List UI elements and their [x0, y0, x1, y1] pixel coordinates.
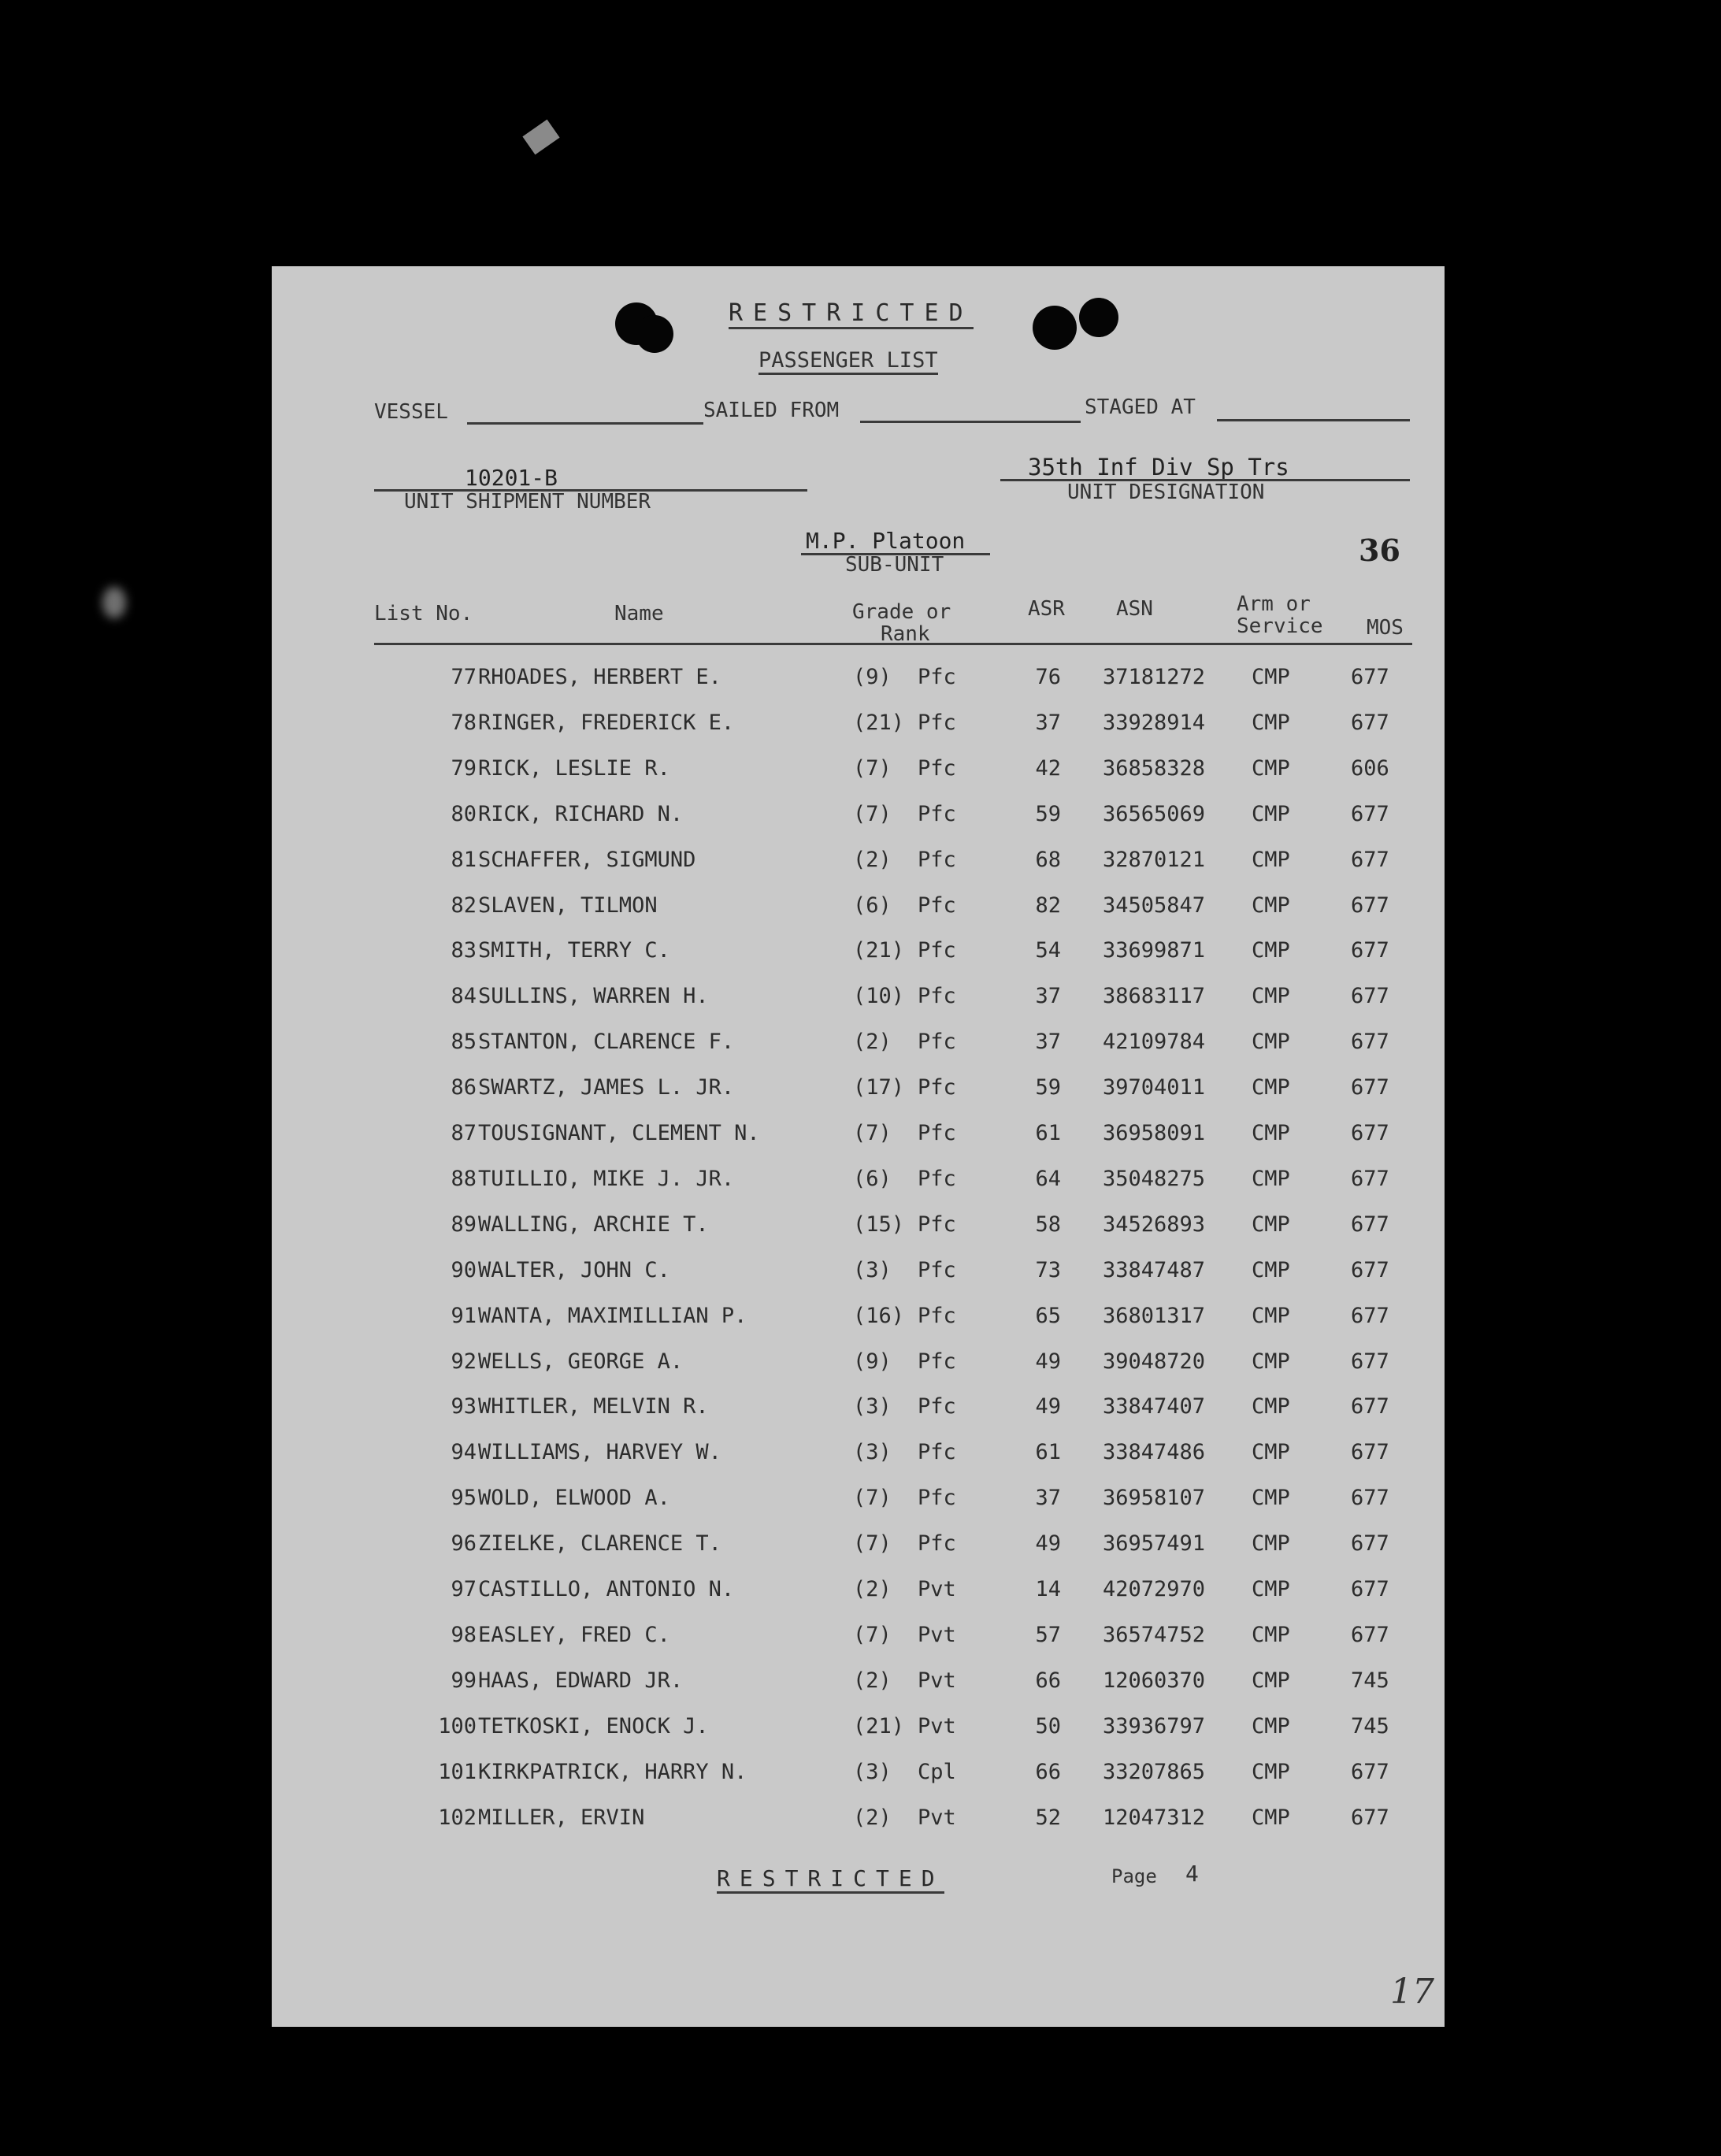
cell-asr: 37 [1035, 984, 1061, 1009]
cell-no: 99 [451, 1668, 477, 1693]
cell-name: RICK, RICHARD N. [478, 801, 684, 826]
sailed-from-label: SAILED FROM [703, 399, 840, 422]
cell-mos: 745 [1351, 1668, 1389, 1693]
unit-shipment-number-label: UNIT SHIPMENT NUMBER [404, 490, 651, 514]
cell-no: 93 [451, 1394, 477, 1419]
cell-asr: 66 [1035, 1759, 1061, 1784]
cell-mos: 677 [1351, 1030, 1389, 1055]
cell-asn: 33207865 [1103, 1759, 1206, 1784]
cell-name: WHITLER, MELVIN R. [478, 1394, 709, 1419]
cell-arm: CMP [1252, 1622, 1290, 1647]
cell-rank: Pfc [918, 665, 956, 689]
cell-mos: 677 [1351, 1212, 1389, 1237]
cell-asn: 36801317 [1103, 1303, 1206, 1328]
cell-rank: Pfc [918, 1257, 956, 1282]
cell-rank: Pfc [918, 710, 956, 735]
cell-no: 79 [451, 755, 477, 781]
col-grade-2: Rank [881, 622, 930, 646]
cell-code: (3) [853, 1394, 892, 1419]
cell-code: (7) [853, 1121, 892, 1145]
cell-asn: 36574752 [1103, 1622, 1206, 1647]
cell-name: MILLER, ERVIN [478, 1805, 645, 1830]
cell-rank: Pfc [918, 1166, 956, 1191]
staged-at-label: STAGED AT [1085, 395, 1196, 419]
table-row [272, 1121, 1445, 1152]
cell-asn: 36958107 [1103, 1486, 1206, 1511]
cell-asr: 42 [1035, 755, 1061, 781]
cell-arm: CMP [1252, 1531, 1290, 1557]
cell-no: 97 [451, 1577, 477, 1601]
cell-code: (2) [853, 1805, 892, 1830]
col-arm-2: Service [1237, 614, 1323, 638]
cell-no: 92 [451, 1349, 477, 1374]
table-row [272, 1577, 1445, 1609]
cell-code: (6) [853, 892, 892, 918]
cell-asn: 12060370 [1103, 1668, 1206, 1693]
cell-rank: Pfc [918, 847, 956, 872]
cell-code: (7) [853, 1486, 892, 1511]
page-number: 4 [1185, 1861, 1199, 1887]
cell-name: RHOADES, HERBERT E. [478, 665, 721, 689]
cell-no: 86 [451, 1075, 477, 1100]
cell-asr: 52 [1035, 1805, 1061, 1830]
cell-no: 81 [451, 847, 477, 872]
cell-arm: CMP [1252, 1759, 1290, 1784]
cell-asn: 33847486 [1103, 1440, 1206, 1465]
cell-rank: Cpl [918, 1759, 956, 1784]
cell-name: RICK, LESLIE R. [478, 755, 670, 781]
cell-no: 100 [438, 1713, 477, 1739]
cell-no: 91 [451, 1303, 477, 1328]
unit-shipment-number: 10201-B [465, 465, 558, 491]
cell-rank: Pfc [918, 1349, 956, 1374]
cell-name: SLAVEN, TILMON [478, 892, 658, 918]
cell-arm: CMP [1252, 1713, 1290, 1739]
cell-name: TOUSIGNANT, CLEMENT N. [478, 1121, 760, 1145]
cell-arm: CMP [1252, 1212, 1290, 1237]
cell-asn: 33847407 [1103, 1394, 1206, 1419]
table-row [272, 756, 1445, 788]
cell-no: 78 [451, 710, 477, 735]
table-row [272, 1167, 1445, 1198]
cell-rank: Pfc [918, 801, 956, 826]
cell-asr: 49 [1035, 1394, 1061, 1419]
cell-mos: 677 [1351, 892, 1389, 918]
table-row [272, 1349, 1445, 1381]
cell-mos: 677 [1351, 1257, 1389, 1282]
cell-asn: 36858328 [1103, 755, 1206, 781]
table-row [272, 1668, 1445, 1700]
cell-asr: 61 [1035, 1440, 1061, 1465]
table-row [272, 1030, 1445, 1061]
cell-asn: 38683117 [1103, 984, 1206, 1009]
cell-asn: 35048275 [1103, 1166, 1206, 1191]
cell-rank: Pvt [918, 1713, 956, 1739]
cell-name: RINGER, FREDERICK E. [478, 710, 735, 735]
cell-asn: 33847487 [1103, 1257, 1206, 1282]
cell-name: TETKOSKI, ENOCK J. [478, 1713, 709, 1739]
cell-code: (21) [853, 710, 905, 735]
cell-code: (6) [853, 1166, 892, 1191]
cell-mos: 677 [1351, 1121, 1389, 1145]
table-row [272, 1394, 1445, 1426]
cell-rank: Pfc [918, 1531, 956, 1557]
cell-code: (7) [853, 1622, 892, 1647]
cell-arm: CMP [1252, 1257, 1290, 1282]
cell-mos: 677 [1351, 1531, 1389, 1557]
col-asr: ASR [1028, 597, 1065, 621]
cell-asr: 61 [1035, 1121, 1061, 1145]
cell-code: (10) [853, 984, 905, 1009]
table-row [272, 1258, 1445, 1290]
cell-no: 98 [451, 1622, 477, 1647]
cell-rank: Pfc [918, 755, 956, 781]
cell-code: (3) [853, 1440, 892, 1465]
cell-asn: 33936797 [1103, 1713, 1206, 1739]
cell-rank: Pfc [918, 938, 956, 963]
cell-no: 88 [451, 1166, 477, 1191]
cell-arm: CMP [1252, 1668, 1290, 1693]
cell-asr: 59 [1035, 1075, 1061, 1100]
sub-unit-label: SUB-UNIT [845, 553, 944, 577]
cell-mos: 677 [1351, 1075, 1389, 1100]
cell-mos: 677 [1351, 1486, 1389, 1511]
cell-arm: CMP [1252, 755, 1290, 781]
cell-name: WANTA, MAXIMILLIAN P. [478, 1303, 747, 1328]
cell-mos: 677 [1351, 1349, 1389, 1374]
cell-asn: 42109784 [1103, 1030, 1206, 1055]
cell-rank: Pfc [918, 1212, 956, 1237]
cell-asn: 36565069 [1103, 801, 1206, 826]
col-grade-1: Grade or [852, 600, 951, 624]
cell-mos: 677 [1351, 1394, 1389, 1419]
cell-asr: 59 [1035, 801, 1061, 826]
cell-rank: Pfc [918, 1440, 956, 1465]
cell-asn: 36958091 [1103, 1121, 1206, 1145]
cell-arm: CMP [1252, 938, 1290, 963]
cell-arm: CMP [1252, 1303, 1290, 1328]
table-row [272, 802, 1445, 833]
cell-mos: 677 [1351, 1622, 1389, 1647]
vessel-label: VESSEL [374, 400, 448, 424]
cell-rank: Pfc [918, 1075, 956, 1100]
cell-mos: 677 [1351, 847, 1389, 872]
cell-name: WOLD, ELWOOD A. [478, 1486, 670, 1511]
table-row [272, 1805, 1445, 1837]
cell-mos: 677 [1351, 710, 1389, 735]
col-list-no: List No. [374, 602, 473, 625]
cell-code: (21) [853, 1713, 905, 1739]
table-row [272, 665, 1445, 696]
table-row [272, 984, 1445, 1015]
cell-name: WILLIAMS, HARVEY W. [478, 1440, 721, 1465]
cell-mos: 677 [1351, 1303, 1389, 1328]
handwritten-number: 17 [1390, 1972, 1434, 2012]
cell-asr: 37 [1035, 710, 1061, 735]
sub-unit: M.P. Platoon [806, 528, 966, 554]
table-row [272, 1440, 1445, 1471]
cell-no: 83 [451, 938, 477, 963]
scan-speck [102, 587, 126, 618]
cell-asn: 33928914 [1103, 710, 1206, 735]
scan-speck [522, 120, 559, 155]
cell-rank: Pfc [918, 984, 956, 1009]
cell-rank: Pfc [918, 1121, 956, 1145]
cell-asn: 12047312 [1103, 1805, 1206, 1830]
cell-arm: CMP [1252, 1349, 1290, 1374]
cell-arm: CMP [1252, 710, 1290, 735]
cell-mos: 677 [1351, 984, 1389, 1009]
cell-asr: 37 [1035, 1030, 1061, 1055]
classification-bottom: RESTRICTED [717, 1865, 944, 1894]
cell-mos: 677 [1351, 1440, 1389, 1465]
staged-at-line [1217, 419, 1410, 421]
punch-hole [1079, 298, 1118, 337]
cell-asr: 73 [1035, 1257, 1061, 1282]
cell-code: (7) [853, 801, 892, 826]
unit-designation: 35th Inf Div Sp Trs [1028, 454, 1289, 481]
cell-asr: 50 [1035, 1713, 1061, 1739]
cell-code: (15) [853, 1212, 905, 1237]
cell-code: (2) [853, 1030, 892, 1055]
cell-arm: CMP [1252, 665, 1290, 689]
cell-arm: CMP [1252, 892, 1290, 918]
cell-no: 102 [438, 1805, 477, 1830]
cell-code: (3) [853, 1759, 892, 1784]
cell-arm: CMP [1252, 1486, 1290, 1511]
cell-asr: 76 [1035, 665, 1061, 689]
cell-code: (2) [853, 847, 892, 872]
cell-code: (7) [853, 1531, 892, 1557]
cell-no: 82 [451, 892, 477, 918]
cell-code: (16) [853, 1303, 905, 1328]
cell-mos: 677 [1351, 801, 1389, 826]
cell-arm: CMP [1252, 1805, 1290, 1830]
cell-name: STANTON, CLARENCE F. [478, 1030, 735, 1055]
cell-rank: Pfc [918, 1486, 956, 1511]
cell-rank: Pvt [918, 1805, 956, 1830]
table-row [272, 1623, 1445, 1654]
cell-asn: 33699871 [1103, 938, 1206, 963]
cell-asn: 42072970 [1103, 1577, 1206, 1601]
cell-rank: Pvt [918, 1577, 956, 1601]
document-page [272, 266, 1445, 2027]
col-arm-1: Arm or [1237, 592, 1311, 616]
cell-code: (21) [853, 938, 905, 963]
cell-asn: 36957491 [1103, 1531, 1206, 1557]
cell-code: (7) [853, 755, 892, 781]
table-row [272, 938, 1445, 970]
cell-no: 96 [451, 1531, 477, 1557]
form-title: PASSENGER LIST [759, 348, 938, 375]
cell-asn: 37181272 [1103, 665, 1206, 689]
sailed-from-line [860, 421, 1081, 423]
cell-asr: 68 [1035, 847, 1061, 872]
cell-code: (9) [853, 1349, 892, 1374]
cell-asr: 58 [1035, 1212, 1061, 1237]
cell-name: CASTILLO, ANTONIO N. [478, 1577, 735, 1601]
table-row [272, 1531, 1445, 1563]
cell-asr: 82 [1035, 892, 1061, 918]
cell-asr: 64 [1035, 1166, 1061, 1191]
cell-mos: 606 [1351, 755, 1389, 781]
header-rule [374, 643, 1412, 645]
cell-arm: CMP [1252, 984, 1290, 1009]
cell-arm: CMP [1252, 1577, 1290, 1601]
cell-name: SCHAFFER, SIGMUND [478, 847, 696, 872]
cell-arm: CMP [1252, 1440, 1290, 1465]
cell-asn: 32870121 [1103, 847, 1206, 872]
page-label: Page [1111, 1865, 1157, 1887]
cell-arm: CMP [1252, 1166, 1290, 1191]
unit-designation-label: UNIT DESIGNATION [1067, 481, 1265, 504]
cell-arm: CMP [1252, 801, 1290, 826]
classification-top: RESTRICTED [729, 299, 974, 329]
cell-code: (2) [853, 1577, 892, 1601]
cell-arm: CMP [1252, 1394, 1290, 1419]
cell-asn: 39048720 [1103, 1349, 1206, 1374]
cell-name: SULLINS, WARREN H. [478, 984, 709, 1009]
cell-rank: Pvt [918, 1622, 956, 1647]
cell-code: (2) [853, 1668, 892, 1693]
cell-mos: 677 [1351, 1166, 1389, 1191]
cell-mos: 745 [1351, 1713, 1389, 1739]
cell-no: 95 [451, 1486, 477, 1511]
cell-rank: Pvt [918, 1668, 956, 1693]
cell-asr: 65 [1035, 1303, 1061, 1328]
table-row [272, 1212, 1445, 1244]
cell-no: 89 [451, 1212, 477, 1237]
table-row [272, 1486, 1445, 1517]
cell-asr: 66 [1035, 1668, 1061, 1693]
cell-asn: 39704011 [1103, 1075, 1206, 1100]
table-row [272, 893, 1445, 925]
punch-hole [636, 315, 673, 353]
cell-name: SMITH, TERRY C. [478, 938, 670, 963]
cell-rank: Pfc [918, 1030, 956, 1055]
cell-name: WELLS, GEORGE A. [478, 1349, 684, 1374]
cell-no: 80 [451, 801, 477, 826]
cell-no: 101 [438, 1759, 477, 1784]
table-row [272, 848, 1445, 879]
cell-asn: 34505847 [1103, 892, 1206, 918]
cell-rank: Pfc [918, 1303, 956, 1328]
punch-hole [1033, 306, 1077, 350]
cell-arm: CMP [1252, 1075, 1290, 1100]
cell-arm: CMP [1252, 1030, 1290, 1055]
cell-no: 77 [451, 665, 477, 689]
cell-name: WALTER, JOHN C. [478, 1257, 670, 1282]
cell-no: 84 [451, 984, 477, 1009]
cell-no: 87 [451, 1121, 477, 1145]
cell-name: ZIELKE, CLARENCE T. [478, 1531, 721, 1557]
cell-name: TUILLIO, MIKE J. JR. [478, 1166, 735, 1191]
cell-no: 90 [451, 1257, 477, 1282]
cell-asr: 14 [1035, 1577, 1061, 1601]
cell-name: WALLING, ARCHIE T. [478, 1212, 709, 1237]
cell-code: (17) [853, 1075, 905, 1100]
cell-name: KIRKPATRICK, HARRY N. [478, 1759, 747, 1784]
cell-mos: 677 [1351, 1759, 1389, 1784]
cell-asr: 54 [1035, 938, 1061, 963]
table-row [272, 1304, 1445, 1335]
cell-arm: CMP [1252, 1121, 1290, 1145]
col-name: Name [614, 602, 664, 625]
cell-name: SWARTZ, JAMES L. JR. [478, 1075, 735, 1100]
table-row [272, 1714, 1445, 1746]
cell-code: (3) [853, 1257, 892, 1282]
cell-asr: 49 [1035, 1349, 1061, 1374]
cell-mos: 677 [1351, 1577, 1389, 1601]
cell-mos: 677 [1351, 1805, 1389, 1830]
cell-mos: 677 [1351, 938, 1389, 963]
cell-name: EASLEY, FRED C. [478, 1622, 670, 1647]
cell-name: HAAS, EDWARD JR. [478, 1668, 684, 1693]
cell-rank: Pfc [918, 1394, 956, 1419]
cell-asr: 49 [1035, 1531, 1061, 1557]
table-row [272, 1075, 1445, 1107]
table-row [272, 1760, 1445, 1791]
cell-asr: 37 [1035, 1486, 1061, 1511]
col-asn: ASN [1116, 597, 1153, 621]
cell-asr: 57 [1035, 1622, 1061, 1647]
sheet-number: 36 [1359, 533, 1400, 568]
cell-no: 85 [451, 1030, 477, 1055]
cell-asn: 34526893 [1103, 1212, 1206, 1237]
cell-rank: Pfc [918, 892, 956, 918]
cell-mos: 677 [1351, 665, 1389, 689]
table-row [272, 711, 1445, 742]
cell-code: (9) [853, 665, 892, 689]
cell-no: 94 [451, 1440, 477, 1465]
cell-arm: CMP [1252, 847, 1290, 872]
vessel-line [467, 422, 703, 425]
col-mos: MOS [1367, 616, 1404, 640]
